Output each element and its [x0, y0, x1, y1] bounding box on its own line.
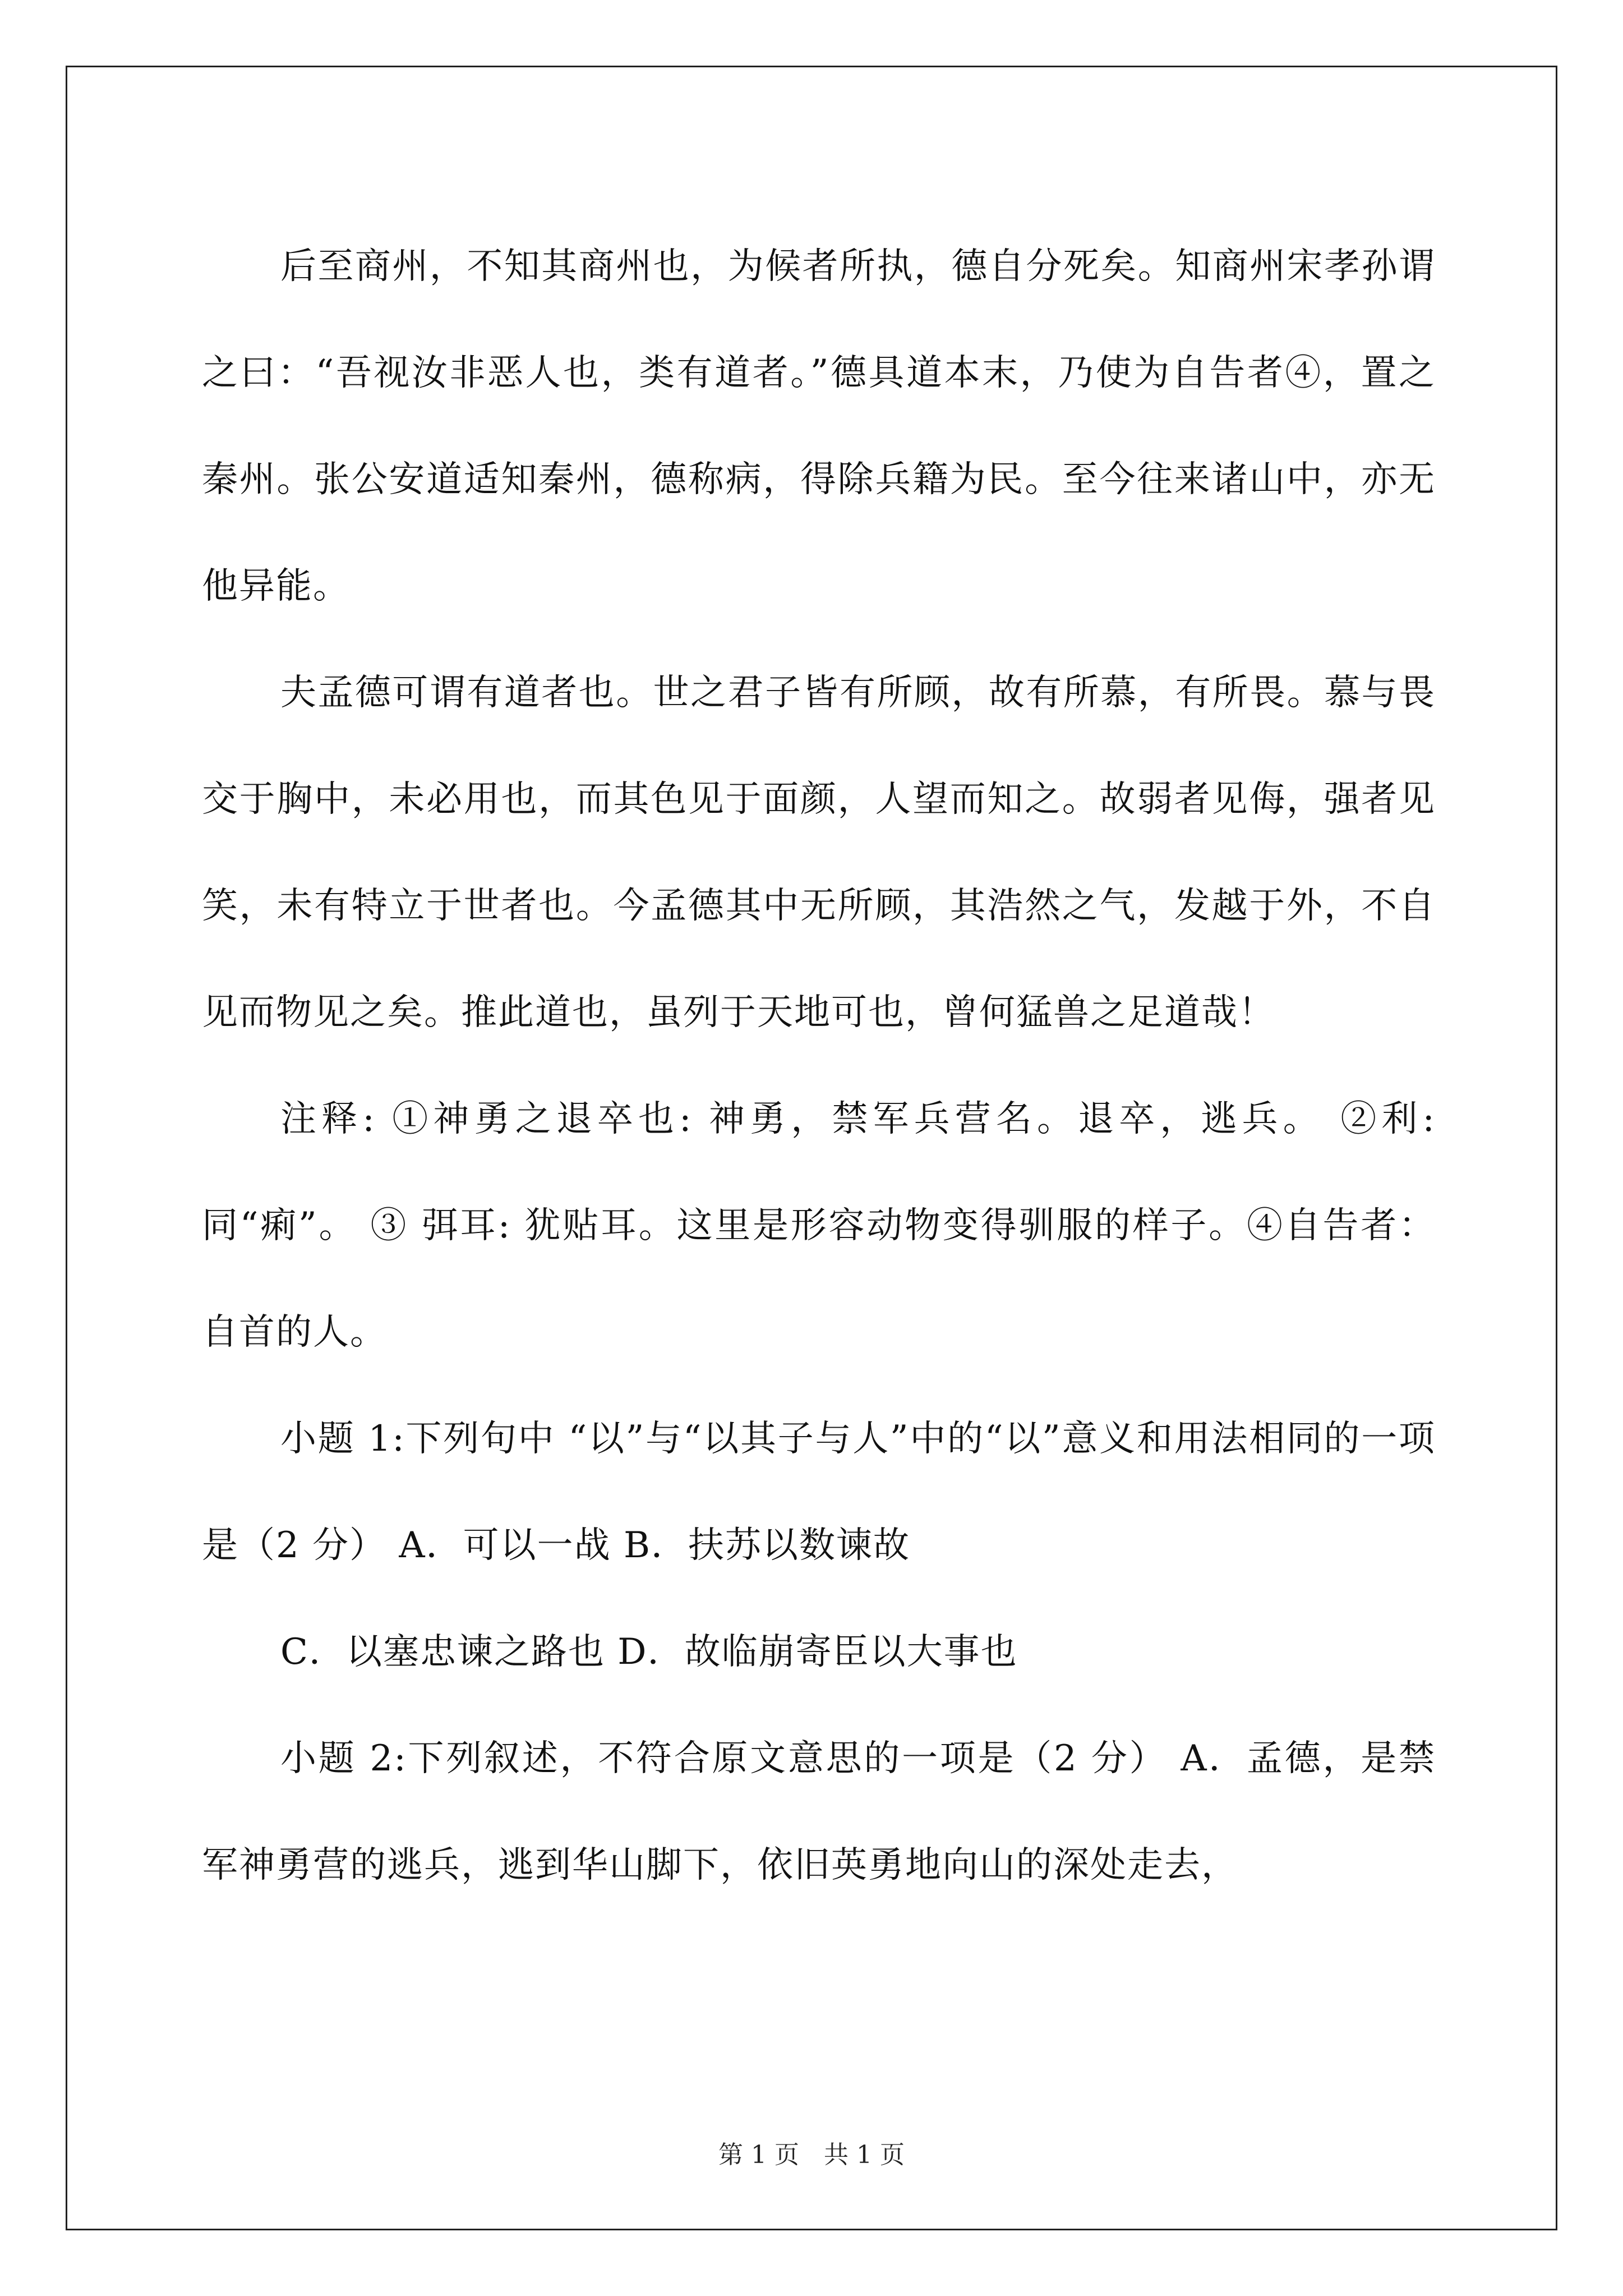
paragraph-annotations: 注释: ①神勇之退卒也: 神勇，禁军兵营名。退卒，逃兵。 ②利: 同“痢”。 ③ 弭耳: 犹贴耳。这里是形容动物变得驯服的样子。④自告者：自首的人。	[202, 1098, 1449, 1353]
question-1-options: C．以塞忠谏之路也 D．故临崩寄臣以大事也	[280, 1631, 1018, 1673]
document-body	[202, 213, 1449, 1918]
page-number-footer: 第 1 页 共 1 页	[718, 2141, 905, 2169]
paragraph-commentary: 夫孟德可谓有道者也。世之君子皆有所顾，故有所慕，有所畏。慕与畏交于胸中，未必用也，而其色见于面颜，人望而知之。故弱者见侮，强者见笑，未有特立于世者也。今孟德其中无所顾，其浩然之气，发越于外，不自见而物见之矣。推此道也，虽列于天地可也，曾何猛兽之足道哉！	[202, 672, 1436, 1033]
question-2: 小题 2:下列叙述，不符合原文意思的一项是（2 分） A．孟德，是禁军神勇营的逃兵，逃到华山脚下，依旧英勇地向山的深处走去，	[202, 1738, 1436, 1886]
paragraph-story-ending: 后至商州，不知其商州也，为候者所执，德自分死矣。知商州宋孝孙谓之曰：“吾视汝非恶人也，类有道者。”德具道本末，乃使为自告者④，置之秦州。张公安道适知秦州，德称病，得除兵籍为民。至今往来诸山中，亦无他异能。	[202, 246, 1436, 607]
question-1: 小题 1:下列句中 “以”与“以其子与人”中的“以”意义和用法相同的一项是（2 分） A．可以一战 B．扶苏以数谏故	[202, 1418, 1436, 1566]
